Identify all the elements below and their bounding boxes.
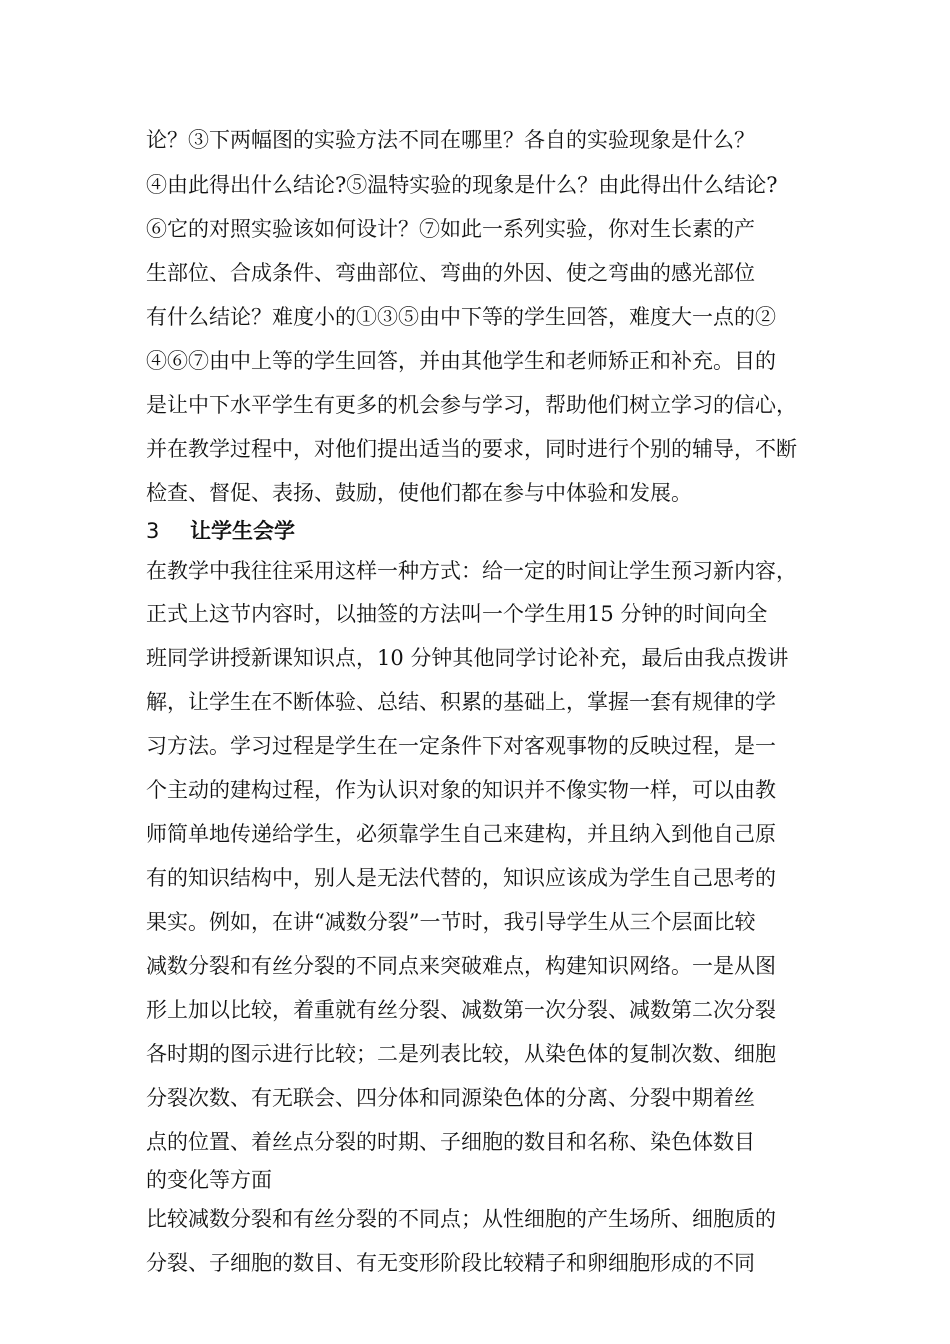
text-line: 生部位、合成条件、弯曲部位、弯曲的外因、使之弯曲的感光部位 (146, 261, 755, 285)
text-line: 果实。例如，在讲“减数分裂”一节时，我引导学生从三个层面比较 (146, 910, 756, 934)
text-line: 在教学中我往往采用这样一种方式：给一定的时间让学生预习新内容， (146, 559, 797, 583)
text-line: 检查、督促、表扬、鼓励，使他们都在参与中体验和发展。 (146, 481, 692, 505)
text-line: ⑥它的对照实验该如何设计？⑦如此一系列实验，你对生长素的产 (146, 217, 755, 241)
text-line: 正式上这节内容时，以抽签的方法叫一个学生用15 分钟的时间向全 (146, 602, 768, 626)
text-line: 的变化等方面 (146, 1168, 272, 1192)
section-title: 让学生会学 (190, 519, 295, 543)
text-line: 习方法。学习过程是学生在一定条件下对客观事物的反映过程，是一 (146, 734, 776, 758)
text-line: ④⑥⑦由中上等的学生回答，并由其他学生和老师矫正和补充。目的 (146, 349, 776, 373)
text-line: ④由此得出什么结论?⑤温特实验的现象是什么？由此得出什么结论? (146, 173, 778, 197)
text-line: 解，让学生在不断体验、总结、积累的基础上，掌握一套有规律的学 (146, 690, 776, 714)
text-line: 个主动的建构过程，作为认识对象的知识并不像实物一样，可以由教 (146, 778, 776, 802)
text-line: 有什么结论？难度小的①③⑤由中下等的学生回答，难度大一点的② (146, 305, 776, 329)
text-line: 点的位置、着丝点分裂的时期、子细胞的数目和名称、染色体数目 (146, 1130, 755, 1154)
text-line: 是让中下水平学生有更多的机会参与学习，帮助他们树立学习的信心， (146, 393, 797, 417)
text-line: 师简单地传递给学生，必须靠学生自己来建构，并且纳入到他自己原 (146, 822, 776, 846)
text-line: 分裂次数、有无联会、四分体和同源染色体的分离、分裂中期着丝 (146, 1086, 755, 1110)
text-line: 有的知识结构中，别人是无法代替的，知识应该成为学生自己思考的 (146, 866, 776, 890)
text-line: 论？③下两幅图的实验方法不同在哪里？各自的实验现象是什么？ (146, 128, 755, 152)
text-line: 比较减数分裂和有丝分裂的不同点；从性细胞的产生场所、细胞质的 (146, 1207, 776, 1231)
text-line: 分裂、子细胞的数目、有无变形阶段比较精子和卵细胞形成的不同 (146, 1251, 755, 1275)
text-line: 形上加以比较，着重就有丝分裂、减数第一次分裂、减数第二次分裂 (146, 998, 776, 1022)
text-line: 减数分裂和有丝分裂的不同点来突破难点，构建知识网络。一是从图 (146, 954, 776, 978)
section-heading (146, 516, 295, 546)
section-number: 3 (146, 519, 160, 543)
text-line: 各时期的图示进行比较；二是列表比较，从染色体的复制次数、细胞 (146, 1042, 776, 1066)
text-line: 班同学讲授新课知识点，10 分钟其他同学讨论补充，最后由我点拨讲 (146, 646, 789, 670)
text-line: 并在教学过程中，对他们提出适当的要求，同时进行个别的辅导，不断 (146, 437, 797, 461)
